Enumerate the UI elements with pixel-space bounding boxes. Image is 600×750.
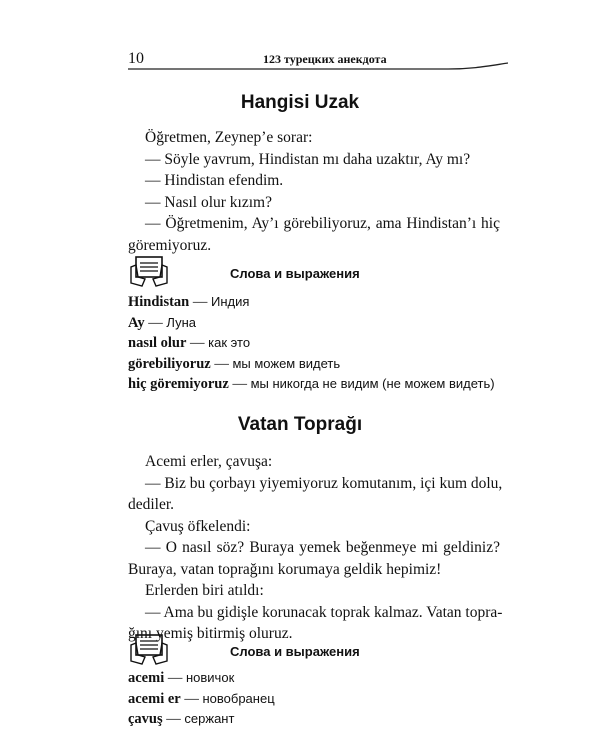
- vocab-term: acemi er: [128, 690, 181, 707]
- vocab-list-2: [128, 668, 528, 730]
- vocab-list-1: [128, 292, 528, 395]
- vocab-translation: Луна: [166, 314, 196, 330]
- vocab-translation: новичок: [185, 670, 235, 685]
- dash: —: [166, 711, 181, 727]
- vocab-translation: Индия: [211, 294, 250, 309]
- text-line: göremiyoruz.: [128, 236, 212, 254]
- vocab-header-2: [128, 633, 500, 669]
- book-hands-icon: [128, 633, 170, 667]
- vocab-translation: мы никогда не видим (не можем видеть): [250, 376, 495, 391]
- vocab-term: Ay: [128, 314, 145, 331]
- story-title-2: Vatan Toprağı: [237, 414, 363, 435]
- dash: —: [192, 294, 208, 310]
- vocab-term: görebiliyoruz: [128, 355, 211, 372]
- text-line: Çavuş öfkelendi:: [145, 517, 251, 535]
- vocab-term: nasıl olur: [128, 335, 187, 351]
- vocab-term: Hindistan: [128, 294, 190, 310]
- vocab-item: [128, 354, 528, 375]
- page-number: 10: [128, 50, 144, 67]
- page-header: [128, 50, 508, 72]
- text-line: — Öğretmenim, Ay’ı görebiliyoruz, ama Hindistan’ı hiç: [145, 215, 500, 232]
- vocab-item: [128, 333, 528, 354]
- vocab-term: çavuş: [128, 711, 163, 727]
- dash: —: [232, 376, 247, 392]
- text-line: — Söyle yavrum, Hindistan mı daha uzaktır, Ay mı?: [145, 150, 471, 168]
- vocab-item: [128, 374, 528, 395]
- vocab-term: hiç göremiyoruz: [128, 376, 229, 392]
- text-line: — Nasıl olur kızım?: [145, 193, 272, 211]
- vocab-translation: сержант: [184, 711, 235, 726]
- text-line: — Hindistan efendim.: [145, 172, 284, 189]
- text-line: Acemi erler, çavuşa:: [145, 453, 273, 470]
- dash: —: [167, 670, 183, 686]
- running-title: 123 турецких анекдота: [263, 52, 387, 66]
- dash: —: [214, 355, 229, 372]
- dash: —: [184, 690, 199, 707]
- dash: —: [148, 314, 163, 331]
- vocab-term: acemi: [128, 670, 165, 686]
- vocab-item: [128, 668, 528, 689]
- text-line: — Biz bu çorbayı yiyemiyoruz komutanım, içi kum dolu,: [145, 474, 503, 492]
- vocab-item: [128, 313, 528, 334]
- vocab-item: [128, 689, 528, 710]
- text-line: Öğretmen, Zeynep’e sorar:: [145, 129, 313, 146]
- text-line: — Ama bu gidişle korunacak toprak kalmaz. Vatan topra-: [145, 603, 503, 621]
- vocab-translation: как это: [208, 335, 251, 350]
- dash: —: [190, 335, 205, 351]
- vocab-title: Слова и выражения: [230, 644, 360, 659]
- story-text-1: [128, 127, 500, 256]
- text-line: — O nasıl söz? Buraya yemek beğenmeye mi geldiniz?: [145, 539, 500, 556]
- text-line: ğını yemiş bitirmiş oluruz.: [128, 625, 293, 642]
- vocab-translation: новобранец: [202, 690, 275, 706]
- book-hands-icon: [128, 255, 170, 289]
- story-title-1: Hangisi Uzak: [240, 92, 360, 113]
- vocab-translation: мы можем видеть: [232, 355, 341, 371]
- vocab-title: Слова и выражения: [230, 266, 360, 281]
- vocab-header-1: [128, 255, 500, 291]
- story-text-2: [128, 451, 503, 645]
- text-line: Buraya, vatan toprağını korumaya geldik hepimiz!: [128, 560, 442, 578]
- text-line: dediler.: [128, 496, 175, 513]
- vocab-item: [128, 709, 528, 730]
- vocab-item: [128, 292, 528, 313]
- text-line: Erlerden biri atıldı:: [145, 582, 264, 599]
